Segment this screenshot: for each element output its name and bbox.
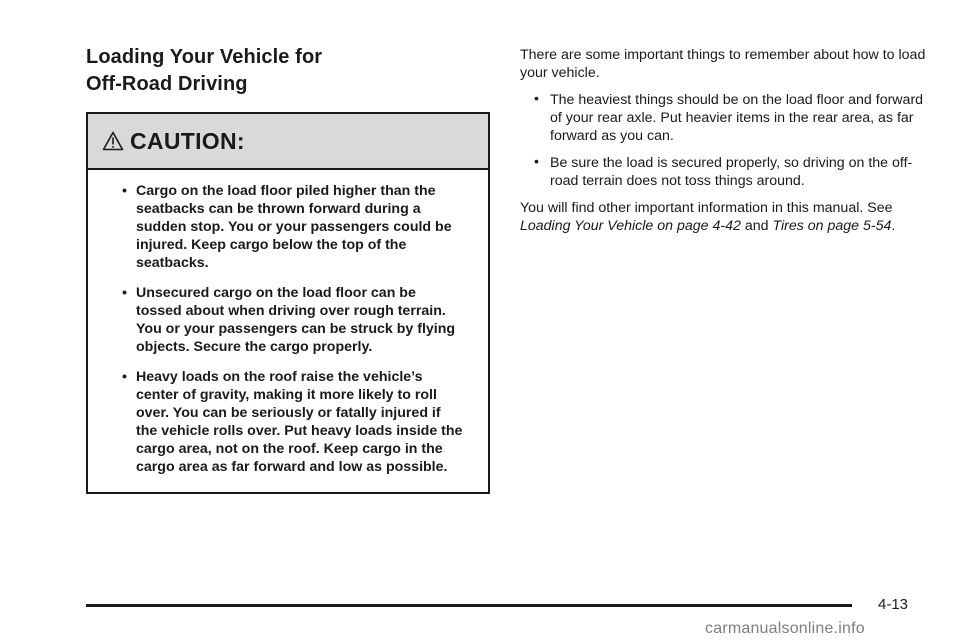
left-column [86, 44, 490, 494]
footer-rule [86, 604, 852, 607]
closing-text: You will find other important information in this manual. See [520, 200, 893, 216]
warning-triangle-icon [102, 131, 124, 151]
caution-title: CAUTION: [130, 127, 245, 154]
caution-box [86, 112, 490, 494]
caution-item: • Heavy loads on the roof raise the vehicle’s center of gravity, making it more likely to roll over. You can be seriously or fatally injured if the vehicle rolls over. Put heavy loads inside the cargo area, not on the roof. Keep cargo in the cargo area as far forward and low as possible. [122, 368, 464, 476]
section-title-line1: Loading Your Vehicle for [86, 46, 323, 68]
caution-list [122, 182, 464, 476]
caution-item: • Unsecured cargo on the load floor can be tossed about when driving over rough terrain. You or your passengers can be struck by flying objects. Secure the cargo properly. [122, 284, 464, 356]
caution-body [88, 170, 488, 492]
section-title-line2: Off-Road Driving [86, 73, 248, 95]
right-column [520, 47, 930, 244]
page-number: 4-13 [878, 596, 909, 613]
intro-paragraph: There are some important things to remember about how to load your vehicle. [520, 47, 926, 81]
section-title [86, 44, 490, 98]
list-item: • Be sure the load is secured properly, so driving on the off-road terrain does not toss things around. [534, 154, 930, 190]
caution-header [88, 114, 488, 170]
loading-tips-list [520, 91, 930, 190]
and-text: and [740, 217, 773, 234]
period-text: . [891, 217, 896, 234]
reference-link-loading[interactable]: Loading Your Vehicle on page 4-42 [520, 217, 741, 234]
watermark: carmanualsonline.info [705, 620, 865, 637]
list-item: • The heaviest things should be on the load floor and forward of your rear axle. Put heavier items in the rear area, as far forward as you can. [534, 91, 930, 145]
reference-link-tires[interactable]: Tires on page 5-54 [772, 217, 892, 234]
caution-item: • Cargo on the load floor piled higher than the seatbacks can be thrown forward during a sudden stop. You or your passengers could be injured. Keep cargo below the top of the seatbacks. [122, 182, 464, 272]
closing-paragraph [520, 200, 930, 235]
